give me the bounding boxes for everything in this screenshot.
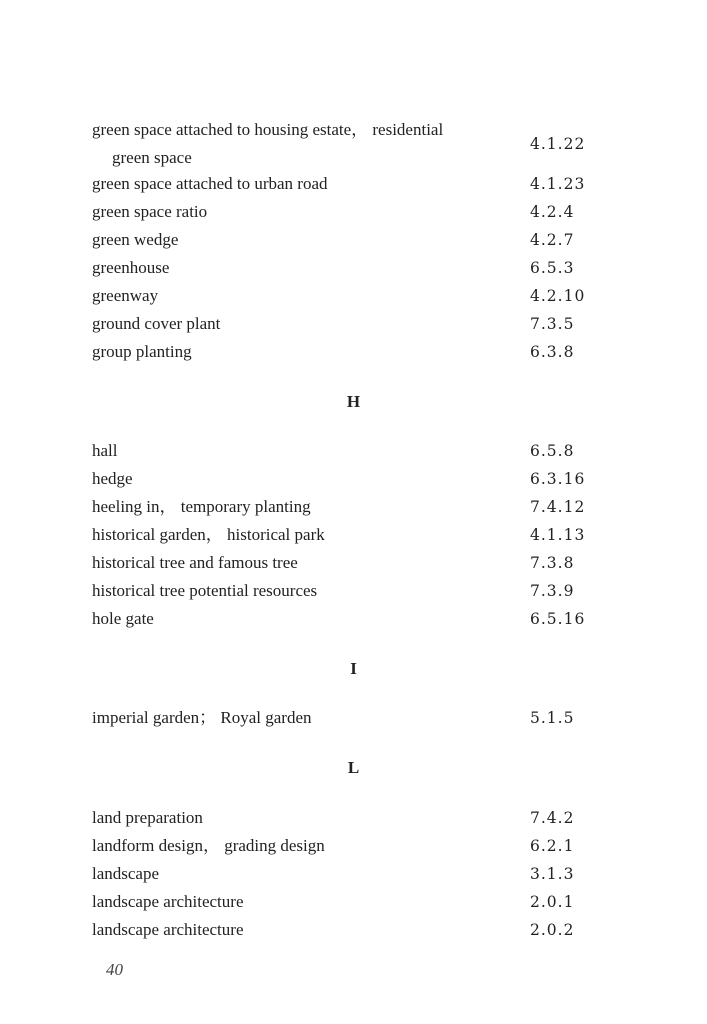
index-term: green space ratio [92,202,208,221]
index-ref: 6.3.16 [530,470,586,488]
section-heading-i [0,657,707,681]
index-term: historical garden， historical park [92,525,325,544]
index-ref: 6.5.3 [530,259,575,277]
index-term: greenhouse [92,258,170,277]
index-ref: 4.1.13 [530,526,586,544]
index-term: imperial garden； Royal garden [92,708,312,727]
index-term: landscape architecture [92,892,244,911]
index-ref: 6.3.8 [530,343,575,361]
index-term: land preparation [92,808,203,827]
index-ref: 4.2.7 [530,231,575,249]
index-ref: 4.2.10 [530,287,586,305]
index-ref: 5.1.5 [530,709,575,727]
index-term: hedge [92,469,133,488]
index-ref: 7.4.2 [530,809,575,827]
index-ref: 3.1.3 [530,865,575,883]
index-term-line: green space attached to housing estate， residential [92,120,444,139]
index-ref: 7.3.8 [530,554,575,572]
index-term: green wedge [92,230,179,249]
index-term: green space attached to urban road [92,174,328,193]
index-ref: 6.5.16 [530,610,586,628]
index-term: landscape architecture [92,920,244,939]
index-entry [92,116,612,172]
index-term: hole gate [92,609,154,628]
index-term: historical tree potential resources [92,581,318,600]
index-ref: 2.0.2 [530,921,575,939]
index-term: landform design， grading design [92,836,325,855]
index-ref: 4.1.22 [530,135,586,153]
section-letter: I [350,659,357,678]
index-ref: 4.2.4 [530,203,575,221]
section-heading-l [0,756,707,780]
index-ref: 7.4.12 [530,498,586,516]
index-ref: 4.1.23 [530,175,586,193]
index-ref: 6.2.1 [530,837,575,855]
section-heading-h [0,390,707,414]
index-term: group planting [92,342,192,361]
index-term: greenway [92,286,159,305]
index-ref: 2.0.1 [530,893,575,911]
index-term [92,116,512,172]
index-term: hall [92,441,118,460]
index-ref: 6.5.8 [530,442,575,460]
index-ref: 7.3.9 [530,582,575,600]
section-letter: L [347,758,360,777]
index-term: historical tree and famous tree [92,553,298,572]
page-number: 40 [106,960,123,979]
section-letter: H [346,392,361,411]
index-term: ground cover plant [92,314,221,333]
index-term: landscape [92,864,160,883]
index-term: heeling in， temporary planting [92,497,311,516]
index-ref: 7.3.5 [530,315,575,333]
index-term-continuation: green space [112,148,192,167]
